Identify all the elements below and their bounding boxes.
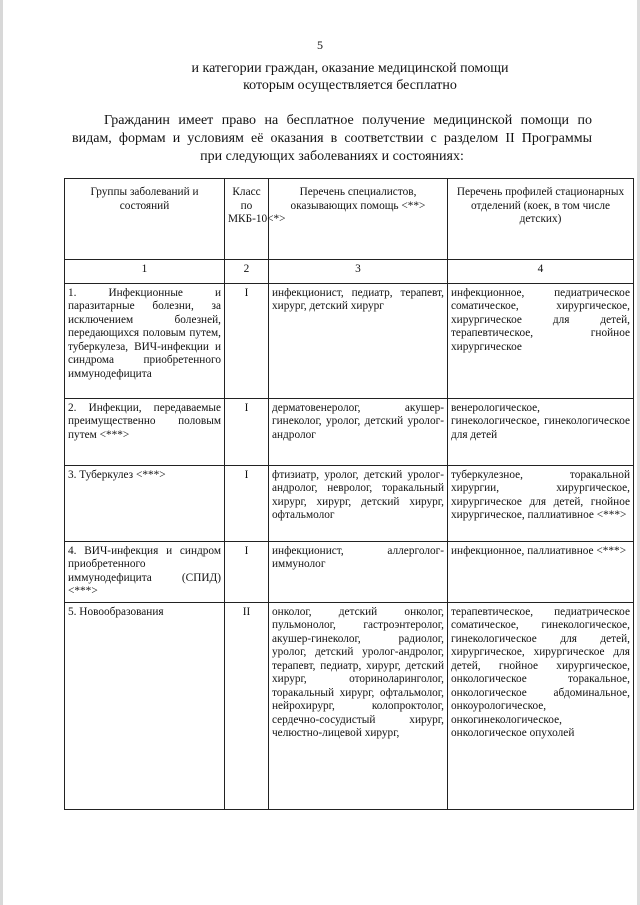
cell-profiles: туберкулезное, торакальной хирургии, хирургическое, хирургическое для детей, гнойное хирургическое, паллиативное <***> bbox=[448, 465, 634, 541]
disease-table bbox=[64, 178, 634, 810]
cell-specialists: онколог, детский онколог, пульмонолог, гастроэнтеролог, акушер-гинеколог, радиолог, уролог, детский уролог-андролог, терапевт, педиатр, хирург, детский хирург, оториноларинголог, торакальный хирург, офтальмолог, нейрохирург, колопроктолог, сердечно-сосудистый хирург, челюстно-лицевой хирург, bbox=[269, 602, 448, 809]
cell-class: I bbox=[225, 541, 269, 602]
table-row bbox=[65, 398, 634, 465]
header-icd-class: Класс по МКБ-10<*> bbox=[225, 179, 269, 260]
table-row bbox=[65, 541, 634, 602]
page-number: 5 bbox=[317, 38, 323, 52]
heading-line-1: и категории граждан, оказание медицинской помощи bbox=[191, 61, 509, 76]
column-number: 2 bbox=[225, 260, 269, 284]
cell-profiles: инфекционное, паллиативное <***> bbox=[448, 541, 634, 602]
intro-text-end: при следующих заболеваниях и состояниях: bbox=[200, 149, 464, 164]
table-header-row bbox=[65, 179, 634, 260]
cell-class: I bbox=[225, 398, 269, 465]
table-row bbox=[65, 465, 634, 541]
cell-class: I bbox=[225, 283, 269, 398]
scan-edge-left bbox=[0, 0, 3, 905]
column-number-row bbox=[65, 260, 634, 284]
table-row bbox=[65, 283, 634, 398]
cell-profiles: терапевтическое, педиатрическое соматическое, гинекологическое, гинекологическое для детей, хирургическое, хирургическое для детей, гнойное хирургическое, онкологическое торакальное, онкологическое абдоминальное, онкоурологическое, онкогинекологическое, онкологическое опухолей bbox=[448, 602, 634, 809]
column-number: 3 bbox=[269, 260, 448, 284]
cell-profiles: инфекционное, педиатрическое соматическое, хирургическое, хирургическое для детей, терапевтическое, гнойное хирургическое bbox=[448, 283, 634, 398]
section-heading bbox=[0, 60, 640, 94]
cell-class: I bbox=[225, 465, 269, 541]
cell-group: 3. Туберкулез <***> bbox=[65, 465, 225, 541]
cell-specialists: фтизиатр, уролог, детский уролог-андролог, невролог, торакальный хирург, хирург, детский хирург, офтальмолог bbox=[269, 465, 448, 541]
cell-group: 1. Инфекционные и паразитарные болезни, за исключением болезней, передающихся половым путем, туберкулеза, ВИЧ-инфекции и синдрома приобретенного иммунодефицита bbox=[65, 283, 225, 398]
header-profiles: Перечень профилей стационарных отделений (коек, в том числе детских) bbox=[448, 179, 634, 260]
cell-group: 5. Новообразования bbox=[65, 602, 225, 809]
cell-profiles: венерологическое, гинекологическое, гинекологическое для детей bbox=[448, 398, 634, 465]
intro-paragraph bbox=[72, 112, 592, 166]
header-groups: Группы заболеваний и состояний bbox=[65, 179, 225, 260]
column-number: 4 bbox=[448, 260, 634, 284]
cell-specialists: инфекционист, аллерголог-иммунолог bbox=[269, 541, 448, 602]
header-specialists: Перечень специалистов, оказывающих помощь <**> bbox=[269, 179, 448, 260]
cell-specialists: инфекционист, педиатр, терапевт, хирург, детский хирург bbox=[269, 283, 448, 398]
table-row bbox=[65, 602, 634, 809]
cell-group: 2. Инфекции, передаваемые преимущественно половым путем <***> bbox=[65, 398, 225, 465]
cell-class: II bbox=[225, 602, 269, 809]
heading-line-2: которым осуществляется бесплатно bbox=[243, 78, 457, 93]
column-number: 1 bbox=[65, 260, 225, 284]
intro-text-main: Гражданин имеет право на бесплатное получение медицинской помощи по видам, формам и условиям её оказания в соответствии с разделом II Программы bbox=[72, 113, 592, 146]
cell-group: 4. ВИЧ-инфекция и синдром приобретенного иммунодефицита (СПИД) <***> bbox=[65, 541, 225, 602]
cell-specialists: дерматовенеролог, акушер-гинеколог, уролог, детский уролог-андролог bbox=[269, 398, 448, 465]
